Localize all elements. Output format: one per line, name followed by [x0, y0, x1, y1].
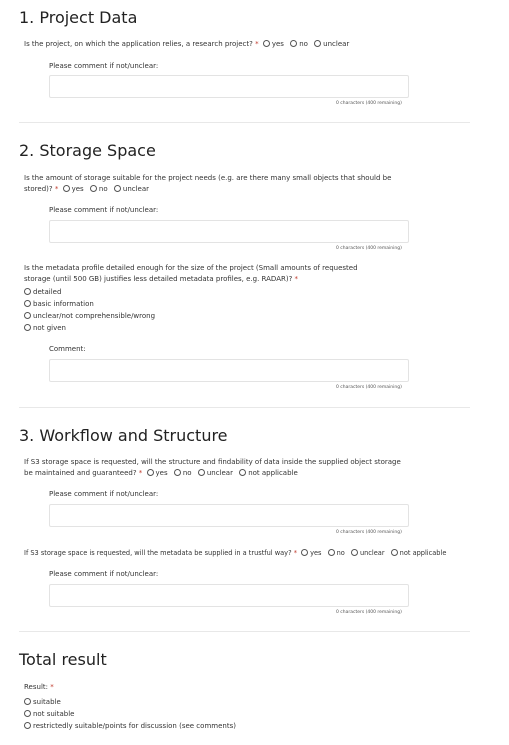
- section-title-total-result: Total result: [19, 650, 107, 669]
- radio-option-not-given[interactable]: not given: [24, 322, 155, 334]
- comment-textarea[interactable]: [49, 584, 409, 607]
- comment-textarea[interactable]: [49, 75, 409, 98]
- radio-circle-icon[interactable]: [90, 185, 97, 192]
- radio-option-not-applicable[interactable]: not applicable: [391, 549, 447, 557]
- radio-circle-icon[interactable]: [24, 288, 31, 295]
- radio-option-unclear[interactable]: unclear: [351, 549, 385, 557]
- radio-option-unclear[interactable]: unclear: [114, 185, 149, 193]
- result-label: Result: *: [24, 683, 54, 691]
- required-marker: *: [294, 275, 299, 283]
- question-research-project: [24, 39, 494, 50]
- radio-circle-icon[interactable]: [24, 312, 31, 319]
- radio-option-no[interactable]: no: [328, 549, 345, 557]
- radio-option-no[interactable]: no: [290, 40, 308, 48]
- comment-textarea[interactable]: [49, 359, 409, 382]
- question-text: Is the metadata profile detailed enough for the size of the project (Small amounts of requested storage (until 500 GB) justifies less detailed metadata profiles, e.g. RADAR)?: [24, 264, 358, 283]
- radio-circle-icon[interactable]: [114, 185, 121, 192]
- radio-circle-icon[interactable]: [314, 40, 321, 47]
- question-s3-structure: [24, 457, 409, 479]
- radio-circle-icon[interactable]: [351, 549, 358, 556]
- radio-option-suitable[interactable]: suitable: [24, 696, 236, 708]
- radio-circle-icon[interactable]: [24, 300, 31, 307]
- radio-circle-icon[interactable]: [24, 710, 31, 717]
- comment-label: Please comment if not/unclear:: [49, 206, 159, 214]
- character-counter: 0 characters (400 remaining): [336, 530, 402, 535]
- radio-circle-icon[interactable]: [24, 324, 31, 331]
- radio-option-unclear[interactable]: unclear: [198, 469, 233, 477]
- character-counter: 0 characters (400 remaining): [336, 101, 402, 106]
- radio-option-not-applicable[interactable]: not applicable: [239, 469, 298, 477]
- radio-circle-icon[interactable]: [301, 549, 308, 556]
- required-marker: *: [293, 549, 297, 557]
- section-divider: [19, 122, 470, 123]
- radio-option-restrictedly-suitable[interactable]: restrictedly suitable/points for discussion (see comments): [24, 720, 236, 732]
- comment-textarea[interactable]: [49, 504, 409, 527]
- required-marker: *: [50, 683, 54, 691]
- character-counter: 0 characters (400 remaining): [336, 385, 402, 390]
- radio-circle-icon[interactable]: [328, 549, 335, 556]
- question-text: If S3 storage space is requested, will the structure and findability of data inside the supplied object storage be maintained and guaranteed?: [24, 458, 401, 477]
- comment-label: Please comment if not/unclear:: [49, 490, 159, 498]
- radio-circle-icon[interactable]: [147, 469, 154, 476]
- question-text: If S3 storage space is requested, will the metadata be supplied in a trustful way?: [24, 549, 292, 557]
- section-divider: [19, 407, 470, 408]
- section-title-storage-space: 2. Storage Space: [19, 141, 156, 160]
- radio-circle-icon[interactable]: [198, 469, 205, 476]
- radio-circle-icon[interactable]: [63, 185, 70, 192]
- comment-label: Please comment if not/unclear:: [49, 570, 159, 578]
- question-s3-metadata: [24, 548, 504, 559]
- radio-option-yes[interactable]: yes: [301, 549, 321, 557]
- radio-circle-icon[interactable]: [290, 40, 297, 47]
- radio-circle-icon[interactable]: [24, 698, 31, 705]
- radio-option-basic-information[interactable]: basic information: [24, 298, 155, 310]
- radio-circle-icon[interactable]: [391, 549, 398, 556]
- character-counter: 0 characters (400 remaining): [336, 610, 402, 615]
- radio-option-unclear-wrong[interactable]: unclear/not comprehensible/wrong: [24, 310, 155, 322]
- comment-textarea[interactable]: [49, 220, 409, 243]
- comment-label: Please comment if not/unclear:: [49, 62, 159, 70]
- question-text: Is the amount of storage suitable for the project needs (e.g. are there many small objects that should be stored)?: [24, 174, 392, 193]
- radio-group-total-result: [24, 696, 236, 732]
- radio-group-metadata-profile: [24, 286, 155, 334]
- question-storage-amount: [24, 173, 404, 195]
- character-counter: 0 characters (400 remaining): [336, 246, 402, 251]
- radio-option-no[interactable]: no: [174, 469, 192, 477]
- required-marker: *: [54, 185, 59, 193]
- required-marker: *: [255, 40, 259, 48]
- radio-option-not-suitable[interactable]: not suitable: [24, 708, 236, 720]
- required-marker: *: [138, 469, 143, 477]
- radio-circle-icon[interactable]: [174, 469, 181, 476]
- section-divider: [19, 631, 470, 632]
- radio-option-yes[interactable]: yes: [63, 185, 84, 193]
- radio-option-yes[interactable]: yes: [263, 40, 284, 48]
- question-text: Is the project, on which the application relies, a research project?: [24, 40, 253, 48]
- radio-option-no[interactable]: no: [90, 185, 108, 193]
- section-title-workflow-structure: 3. Workflow and Structure: [19, 426, 228, 445]
- question-metadata-profile: [24, 263, 369, 285]
- comment-label: Comment:: [49, 345, 86, 353]
- radio-circle-icon[interactable]: [263, 40, 270, 47]
- radio-option-yes[interactable]: yes: [147, 469, 168, 477]
- radio-circle-icon[interactable]: [239, 469, 246, 476]
- radio-option-unclear[interactable]: unclear: [314, 40, 349, 48]
- radio-option-detailed[interactable]: detailed: [24, 286, 155, 298]
- section-title-project-data: 1. Project Data: [19, 8, 138, 27]
- radio-circle-icon[interactable]: [24, 722, 31, 729]
